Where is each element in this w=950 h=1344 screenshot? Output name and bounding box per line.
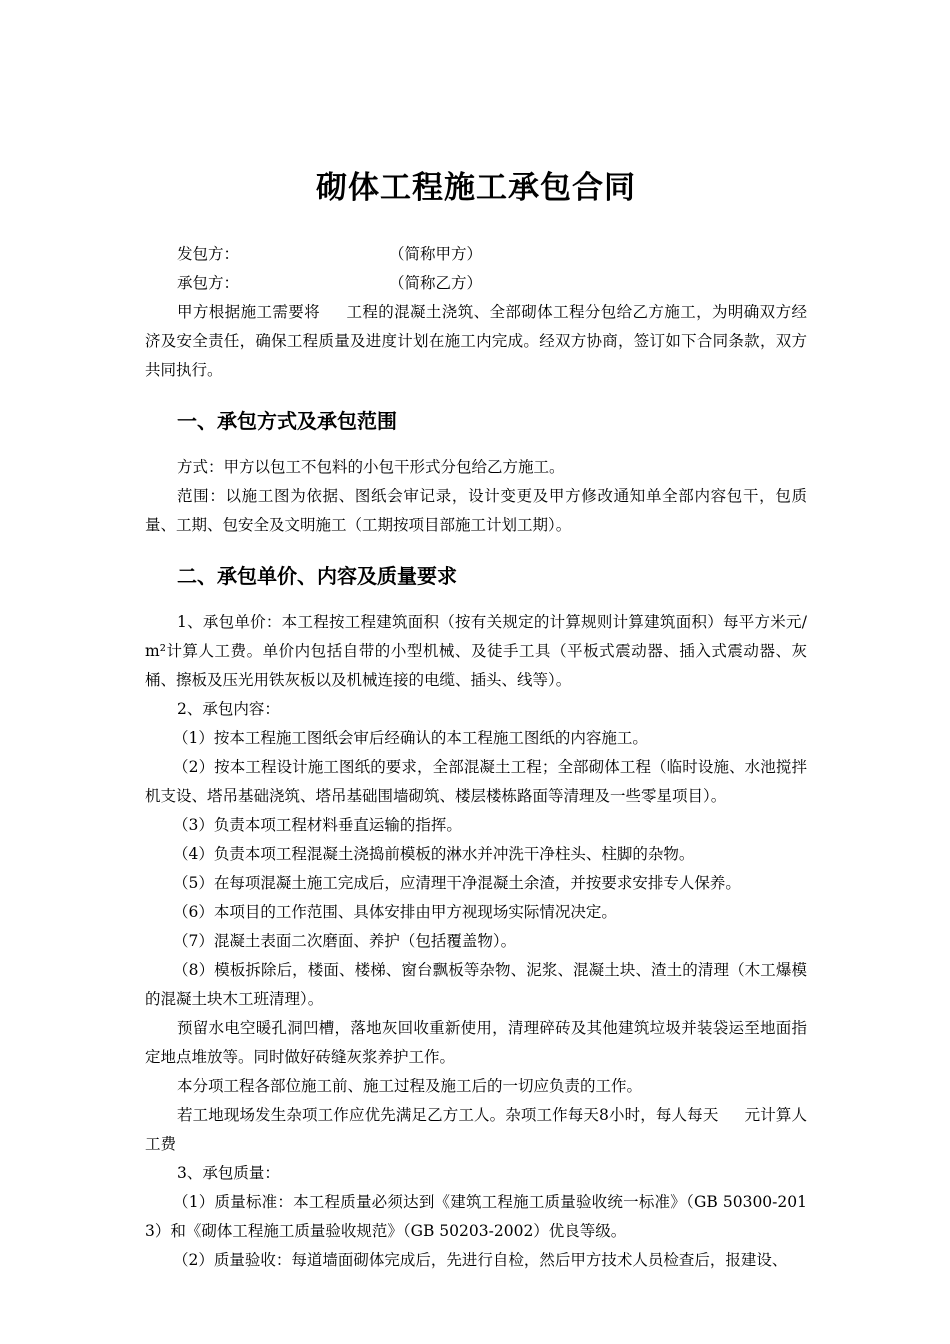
misc-work-paragraph [145,1101,807,1159]
content-item-5: （5）在每项混凝土施工完成后，应清理干净混凝土余渣，并按要求安排专人保养。 [173,874,741,892]
party-b-line [145,269,807,298]
section-1-heading: 一、承包方式及承包范围 [177,409,397,433]
quality-heading: 3、承包质量： [177,1164,280,1182]
section-2-heading: 二、承包单价、内容及质量要求 [177,564,457,588]
party-a-note: （简称甲方） [389,245,483,263]
quality-acceptance: （2）质量验收：每道墙面砌体完成后，先进行自检，然后甲方技术人员检查后，报建设、 [173,1251,788,1269]
misc-work-part-1: 若工地现场发生杂项工作应优先满足乙方工人。杂项工作每天8小时，每人每天 [177,1106,719,1124]
party-a-line [145,240,807,269]
unit-price-paragraph: 1、承包单价：本工程按工程建筑面积（按有关规定的计算规则计算建筑面积）每平方米元/m²计算人工费。单价内包括自带的小型机械、及徒手工具（平板式震动器、插入式震动器、灰桶、擦板及压光用铁灰板以及机械连接的电缆、插头、线等）。 [145,613,807,689]
content-item-2: （2）按本工程设计施工图纸的要求，全部混凝土工程；全部砌体工程（临时设施、水池搅拌机支设、塔吊基础浇筑、塔吊基础围墙砌筑、楼层楼栋路面等清理及一些零星项目）。 [145,758,807,805]
content-item-4: （4）负责本项工程混凝土浇捣前模板的淋水并冲洗干净柱头、柱脚的杂物。 [173,845,695,863]
content-item-1: （1）按本工程施工图纸会审后经确认的本工程施工图纸的内容施工。 [173,729,648,747]
misc-work-part-2: 元计算人工费 [145,1106,807,1153]
content-item-8: （8）模板拆除后，楼面、楼梯、窗台飘板等杂物、泥浆、混凝土块、渣土的清理（木工爆模的混凝土块木工班清理）。 [145,961,807,1008]
content-heading: 2、承包内容： [177,700,280,718]
quality-standard: （1）质量标准：本工程质量必须达到《建筑工程施工质量验收统一标准》（GB 50300-2013）和《砌体工程施工质量验收规范》（GB 50203-2002）优良等级。 [145,1193,807,1240]
document-title: 砌体工程施工承包合同 [316,170,636,206]
reserved-holes-paragraph: 预留水电空暖孔洞凹槽，落地灰回收重新使用，清理碎砖及其他建筑垃圾并装袋运至地面指定地点堆放等。同时做好砖缝灰浆养护工作。 [145,1019,807,1066]
party-a-label: 发包方： [177,245,240,263]
content-item-7: （7）混凝土表面二次磨面、养护（包括覆盖物）。 [173,932,517,950]
content-item-6: （6）本项目的工作范围、具体安排由甲方视现场实际情况决定。 [173,903,617,921]
intro-part-1: 甲方根据施工需要将 [177,303,321,321]
party-b-note: （简称乙方） [389,274,483,292]
intro-paragraph [145,298,807,385]
intro-part-2: 工程的混凝土浇筑、全部砌体工程分包给乙方施工，为明确双方经济及安全责任，确保工程质量及进度计划在施工内完成。经双方协商，签订如下合同条款，双方共同执行。 [145,303,807,379]
party-b-label: 承包方： [177,274,240,292]
content-item-3: （3）负责本项工程材料垂直运输的指挥。 [173,816,462,834]
responsibility-paragraph: 本分项工程各部位施工前、施工过程及施工后的一切应负责的工作。 [177,1077,643,1095]
section-1-method: 方式：甲方以包工不包料的小包干形式分包给乙方施工。 [177,458,565,476]
section-1-scope: 范围：以施工图为依据、图纸会审记录，设计变更及甲方修改通知单全部内容包干，包质量、工期、包安全及文明施工（工期按项目部施工计划工期）。 [145,487,807,534]
